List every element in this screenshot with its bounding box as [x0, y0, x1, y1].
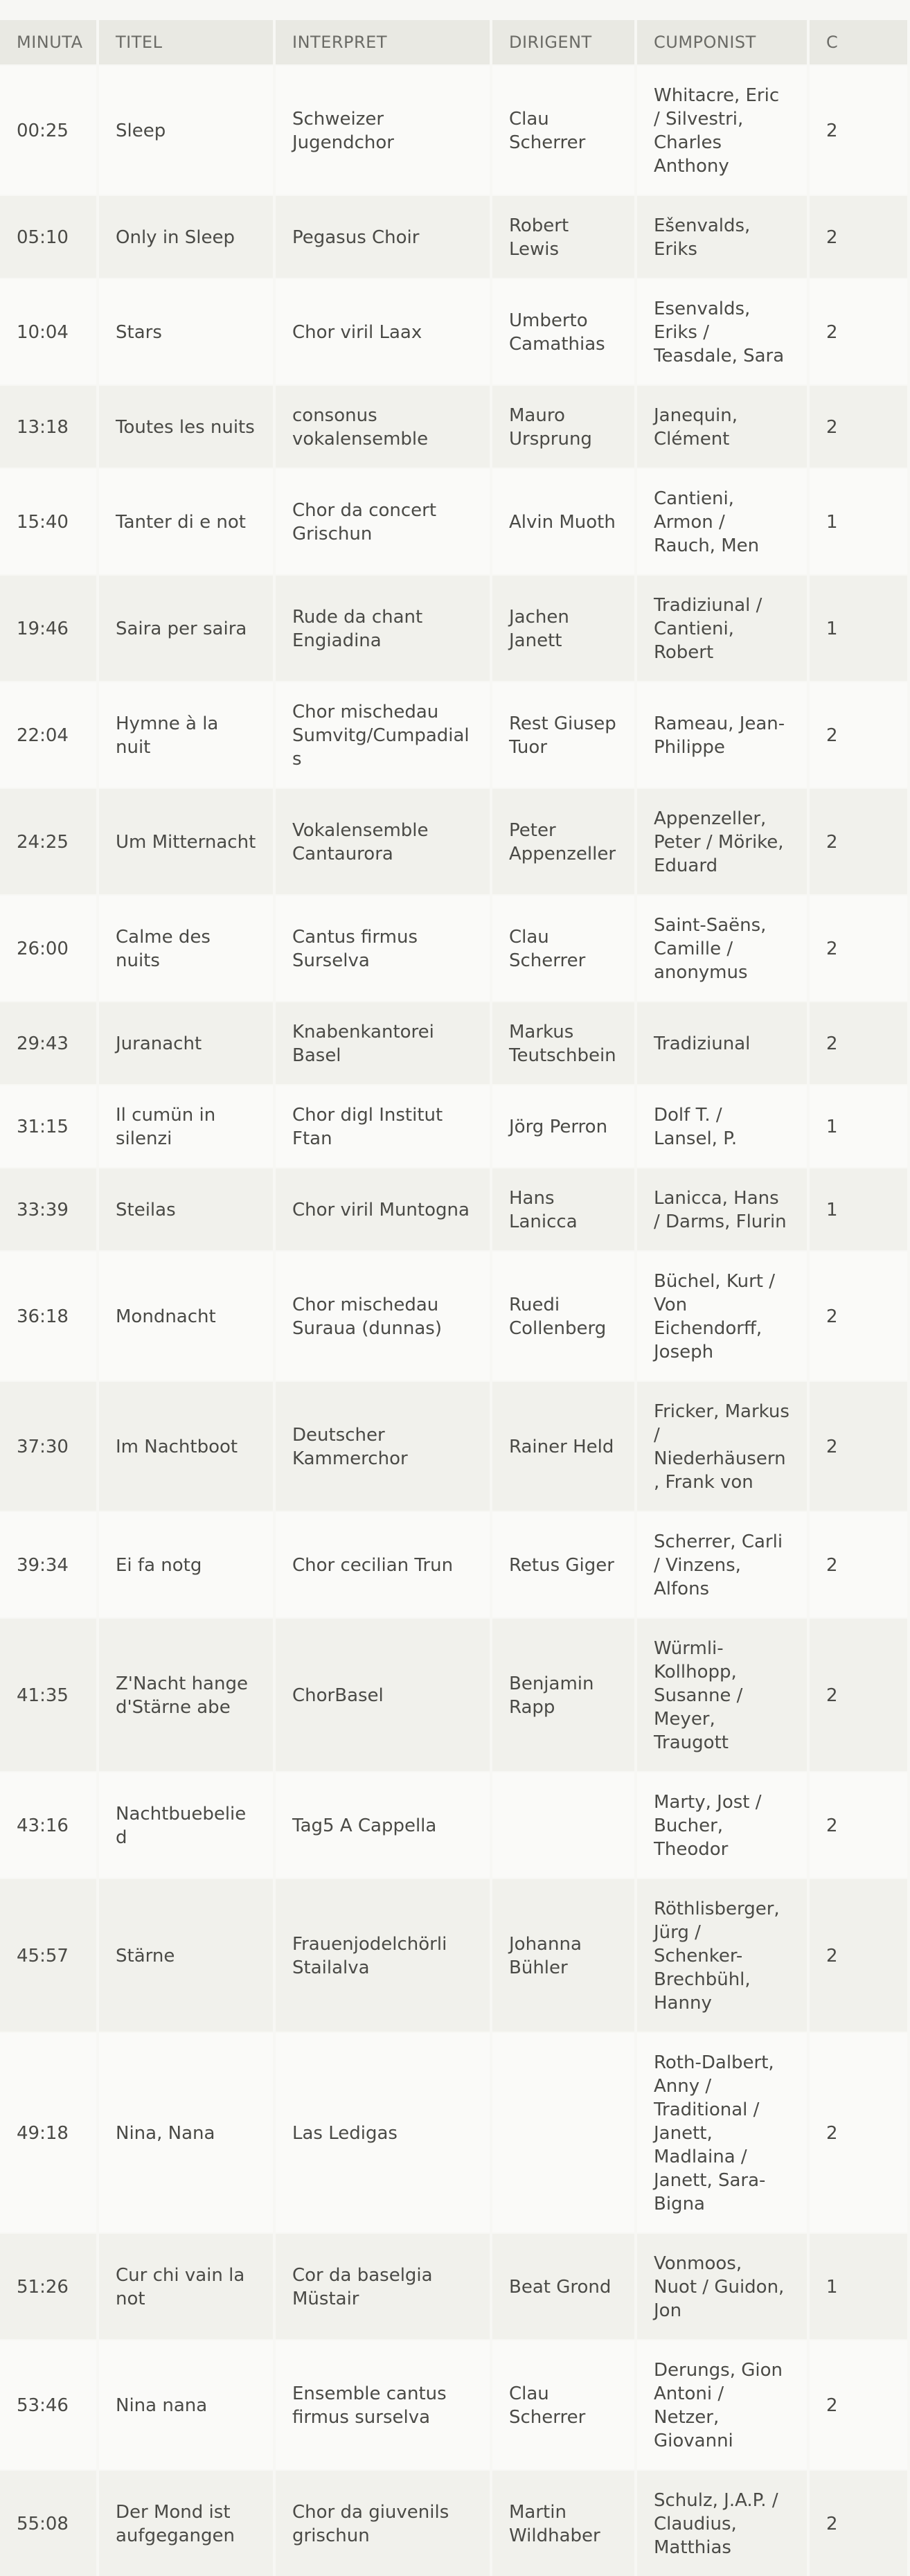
table-row — [0, 1250, 907, 1380]
table-header — [0, 20, 907, 64]
cell-cumponist: Tradiziunal / Cantieni, Robert — [637, 574, 807, 681]
cell-titel: Cur chi vain la not — [99, 2232, 273, 2339]
cell-dirigent: Clau Scherrer — [492, 2339, 634, 2469]
cell-minuta: 26:00 — [0, 894, 96, 1001]
cell-cumponist: Roth-Dalbert, Anny / Traditional / Janett, Madlaina / Janett, Sara-Bigna — [637, 2032, 807, 2232]
cell-dirigent: Clau Scherrer — [492, 894, 634, 1001]
cell-titel: Hymne à la nuit — [99, 681, 273, 788]
cell-interpret: consonus vokalensemble — [276, 384, 490, 468]
table-row — [0, 468, 907, 574]
cell-titel: Juranacht — [99, 1001, 273, 1084]
cell-minuta: 51:26 — [0, 2232, 96, 2339]
cell-dirigent: Rest Giusep Tuor — [492, 681, 634, 788]
cell-cumponist: Lanicca, Hans / Darms, Flurin — [637, 1167, 807, 1250]
cell-titel: Mondnacht — [99, 1250, 273, 1380]
cell-dirigent: Mauro Ursprung — [492, 384, 634, 468]
cell-minuta: 36:18 — [0, 1250, 96, 1380]
cell-titel: Toutes les nuits — [99, 384, 273, 468]
table-row — [0, 2339, 907, 2469]
cell-durada: 2 — [810, 1878, 907, 2032]
cell-dirigent: Robert Lewis — [492, 195, 634, 278]
cell-minuta: 33:39 — [0, 1167, 96, 1250]
table-row — [0, 2469, 907, 2576]
cell-dirigent: Ruedi Collenberg — [492, 1250, 634, 1380]
cell-minuta: 55:08 — [0, 2469, 96, 2576]
cell-minuta: 53:46 — [0, 2339, 96, 2469]
cell-minuta: 31:15 — [0, 1084, 96, 1167]
cell-minuta: 45:57 — [0, 1878, 96, 2032]
cell-cumponist: Tradiziunal — [637, 1001, 807, 1084]
cell-titel: Stärne — [99, 1878, 273, 2032]
table-row — [0, 1878, 907, 2032]
cell-cumponist: Marty, Jost / Bucher, Theodor — [637, 1771, 807, 1878]
table-row — [0, 2232, 907, 2339]
table-row — [0, 384, 907, 468]
cell-titel: Tanter di e not — [99, 468, 273, 574]
cell-dirigent: Jachen Janett — [492, 574, 634, 681]
table-row — [0, 278, 907, 384]
table-row — [0, 894, 907, 1001]
cell-cumponist: Schulz, J.A.P. / Claudius, Matthias — [637, 2469, 807, 2576]
cell-interpret: Schweizer Jugendchor — [276, 64, 490, 195]
cell-interpret: Knabenkantorei Basel — [276, 1001, 490, 1084]
cell-minuta: 15:40 — [0, 468, 96, 574]
cell-durada: 2 — [810, 681, 907, 788]
cell-durada: 2 — [810, 1380, 907, 1511]
cell-interpret: Ensemble cantus firmus surselva — [276, 2339, 490, 2469]
cell-titel: Nina nana — [99, 2339, 273, 2469]
cell-cumponist: Janequin, Clément — [637, 384, 807, 468]
cell-durada: 2 — [810, 894, 907, 1001]
cell-titel: Z'Nacht hange d'Stärne abe — [99, 1617, 273, 1771]
table-row — [0, 1771, 907, 1878]
cell-minuta: 24:25 — [0, 788, 96, 894]
cell-dirigent: Retus Giger — [492, 1511, 634, 1617]
cell-durada: 2 — [810, 278, 907, 384]
cell-cumponist: Fricker, Markus / Niederhäusern, Frank von — [637, 1380, 807, 1511]
cell-minuta: 19:46 — [0, 574, 96, 681]
column-header-dirigent[interactable]: DIRIGENT — [492, 20, 634, 64]
cell-durada: 1 — [810, 1167, 907, 1250]
cell-titel: Ei fa notg — [99, 1511, 273, 1617]
cell-durada: 2 — [810, 64, 907, 195]
cell-cumponist: Scherrer, Carli / Vinzens, Alfons — [637, 1511, 807, 1617]
cell-durada: 2 — [810, 1001, 907, 1084]
cell-cumponist: Vonmoos, Nuot / Guidon, Jon — [637, 2232, 807, 2339]
cell-cumponist: Würmli-Kollhopp, Susanne / Meyer, Traugott — [637, 1617, 807, 1771]
cell-minuta: 13:18 — [0, 384, 96, 468]
cell-interpret: Tag5 A Cappella — [276, 1771, 490, 1878]
cell-durada: 2 — [810, 384, 907, 468]
cell-minuta: 41:35 — [0, 1617, 96, 1771]
cell-dirigent: Markus Teutschbein — [492, 1001, 634, 1084]
cell-interpret: Chor mischedau Suraua (dunnas) — [276, 1250, 490, 1380]
cell-minuta: 00:25 — [0, 64, 96, 195]
cell-interpret: Chor da giuvenils grischun — [276, 2469, 490, 2576]
playlist-table — [0, 20, 910, 2576]
cell-dirigent: Martin Wildhaber — [492, 2469, 634, 2576]
column-header-interpret[interactable]: INTERPRET — [276, 20, 490, 64]
cell-titel: Um Mitternacht — [99, 788, 273, 894]
cell-durada: 1 — [810, 468, 907, 574]
cell-dirigent: Rainer Held — [492, 1380, 634, 1511]
cell-minuta: 37:30 — [0, 1380, 96, 1511]
cell-minuta: 22:04 — [0, 681, 96, 788]
cell-minuta: 05:10 — [0, 195, 96, 278]
cell-cumponist: Saint-Saëns, Camille / anonymus — [637, 894, 807, 1001]
table-row — [0, 574, 907, 681]
table-body — [0, 64, 907, 2576]
cell-interpret: Cantus firmus Surselva — [276, 894, 490, 1001]
cell-minuta: 49:18 — [0, 2032, 96, 2232]
cell-cumponist: Rameau, Jean-Philippe — [637, 681, 807, 788]
cell-cumponist: Büchel, Kurt / Von Eichendorff, Joseph — [637, 1250, 807, 1380]
table-row — [0, 788, 907, 894]
cell-titel: Saira per saira — [99, 574, 273, 681]
cell-minuta: 39:34 — [0, 1511, 96, 1617]
column-header-minuta[interactable]: MINUTA — [0, 20, 96, 64]
cell-cumponist: Dolf T. / Lansel, P. — [637, 1084, 807, 1167]
cell-minuta: 43:16 — [0, 1771, 96, 1878]
table-row — [0, 1511, 907, 1617]
cell-interpret: Chor viril Laax — [276, 278, 490, 384]
cell-interpret: Chor cecilian Trun — [276, 1511, 490, 1617]
cell-cumponist: Whitacre, Eric / Silvestri, Charles Anthony — [637, 64, 807, 195]
cell-dirigent: Benjamin Rapp — [492, 1617, 634, 1771]
cell-durada: 2 — [810, 1617, 907, 1771]
cell-interpret: Chor da concert Grischun — [276, 468, 490, 574]
cell-durada: 2 — [810, 788, 907, 894]
cell-durada: 2 — [810, 1771, 907, 1878]
table-row — [0, 1380, 907, 1511]
cell-cumponist: Appenzeller, Peter / Mörike, Eduard — [637, 788, 807, 894]
table-row — [0, 1167, 907, 1250]
header-row — [0, 20, 907, 64]
cell-dirigent: Peter Appenzeller — [492, 788, 634, 894]
table-row — [0, 64, 907, 195]
table-row — [0, 1617, 907, 1771]
cell-dirigent — [492, 1771, 634, 1878]
cell-cumponist: Röthlisberger, Jürg / Schenker-Brechbühl, Hanny — [637, 1878, 807, 2032]
cell-durada: 2 — [810, 195, 907, 278]
cell-interpret: Chor mischedau Sumvitg/Cumpadials — [276, 681, 490, 788]
table-row — [0, 1084, 907, 1167]
cell-interpret: Chor viril Muntogna — [276, 1167, 490, 1250]
cell-titel: Calme des nuits — [99, 894, 273, 1001]
cell-minuta: 10:04 — [0, 278, 96, 384]
cell-durada: 2 — [810, 2032, 907, 2232]
table-row — [0, 681, 907, 788]
cell-titel: Il cumün in silenzi — [99, 1084, 273, 1167]
cell-durada: 1 — [810, 2232, 907, 2339]
table-row — [0, 1001, 907, 1084]
cell-durada: 2 — [810, 2339, 907, 2469]
cell-titel: Der Mond ist aufgegangen — [99, 2469, 273, 2576]
cell-durada: 2 — [810, 1511, 907, 1617]
cell-durada: 1 — [810, 574, 907, 681]
cell-dirigent — [492, 2032, 634, 2232]
cell-titel: Nina, Nana — [99, 2032, 273, 2232]
cell-titel: Stars — [99, 278, 273, 384]
cell-interpret: Las Ledigas — [276, 2032, 490, 2232]
cell-interpret: ChorBasel — [276, 1617, 490, 1771]
cell-interpret: Rude da chant Engiadina — [276, 574, 490, 681]
cell-titel: Only in Sleep — [99, 195, 273, 278]
cell-cumponist: Cantieni, Armon / Rauch, Men — [637, 468, 807, 574]
table-row — [0, 2032, 907, 2232]
cell-dirigent: Beat Grond — [492, 2232, 634, 2339]
cell-cumponist: Derungs, Gion Antoni / Netzer, Giovanni — [637, 2339, 807, 2469]
cell-interpret: Pegasus Choir — [276, 195, 490, 278]
cell-interpret: Frauenjodelchörli Stailalva — [276, 1878, 490, 2032]
table-row — [0, 195, 907, 278]
column-header-titel[interactable]: TITEL — [99, 20, 273, 64]
cell-minuta: 29:43 — [0, 1001, 96, 1084]
column-header-cumponist[interactable]: CUMPONIST — [637, 20, 807, 64]
cell-dirigent: Johanna Bühler — [492, 1878, 634, 2032]
cell-durada: 2 — [810, 2469, 907, 2576]
cell-durada: 2 — [810, 1250, 907, 1380]
cell-titel: Steilas — [99, 1167, 273, 1250]
cell-durada: 1 — [810, 1084, 907, 1167]
cell-dirigent: Clau Scherrer — [492, 64, 634, 195]
cell-dirigent: Jörg Perron — [492, 1084, 634, 1167]
cell-dirigent: Alvin Muoth — [492, 468, 634, 574]
cell-interpret: Chor digl Institut Ftan — [276, 1084, 490, 1167]
cell-cumponist: Ešenvalds, Eriks — [637, 195, 807, 278]
cell-titel: Sleep — [99, 64, 273, 195]
cell-dirigent: Umberto Camathias — [492, 278, 634, 384]
cell-cumponist: Esenvalds, Eriks / Teasdale, Sara — [637, 278, 807, 384]
cell-titel: Nachtbuebelied — [99, 1771, 273, 1878]
cell-titel: Im Nachtboot — [99, 1380, 273, 1511]
cell-interpret: Deutscher Kammerchor — [276, 1380, 490, 1511]
cell-dirigent: Hans Lanicca — [492, 1167, 634, 1250]
cell-interpret: Vokalensemble Cantaurora — [276, 788, 490, 894]
column-header-durada[interactable]: C — [810, 20, 907, 64]
cell-interpret: Cor da baselgia Müstair — [276, 2232, 490, 2339]
